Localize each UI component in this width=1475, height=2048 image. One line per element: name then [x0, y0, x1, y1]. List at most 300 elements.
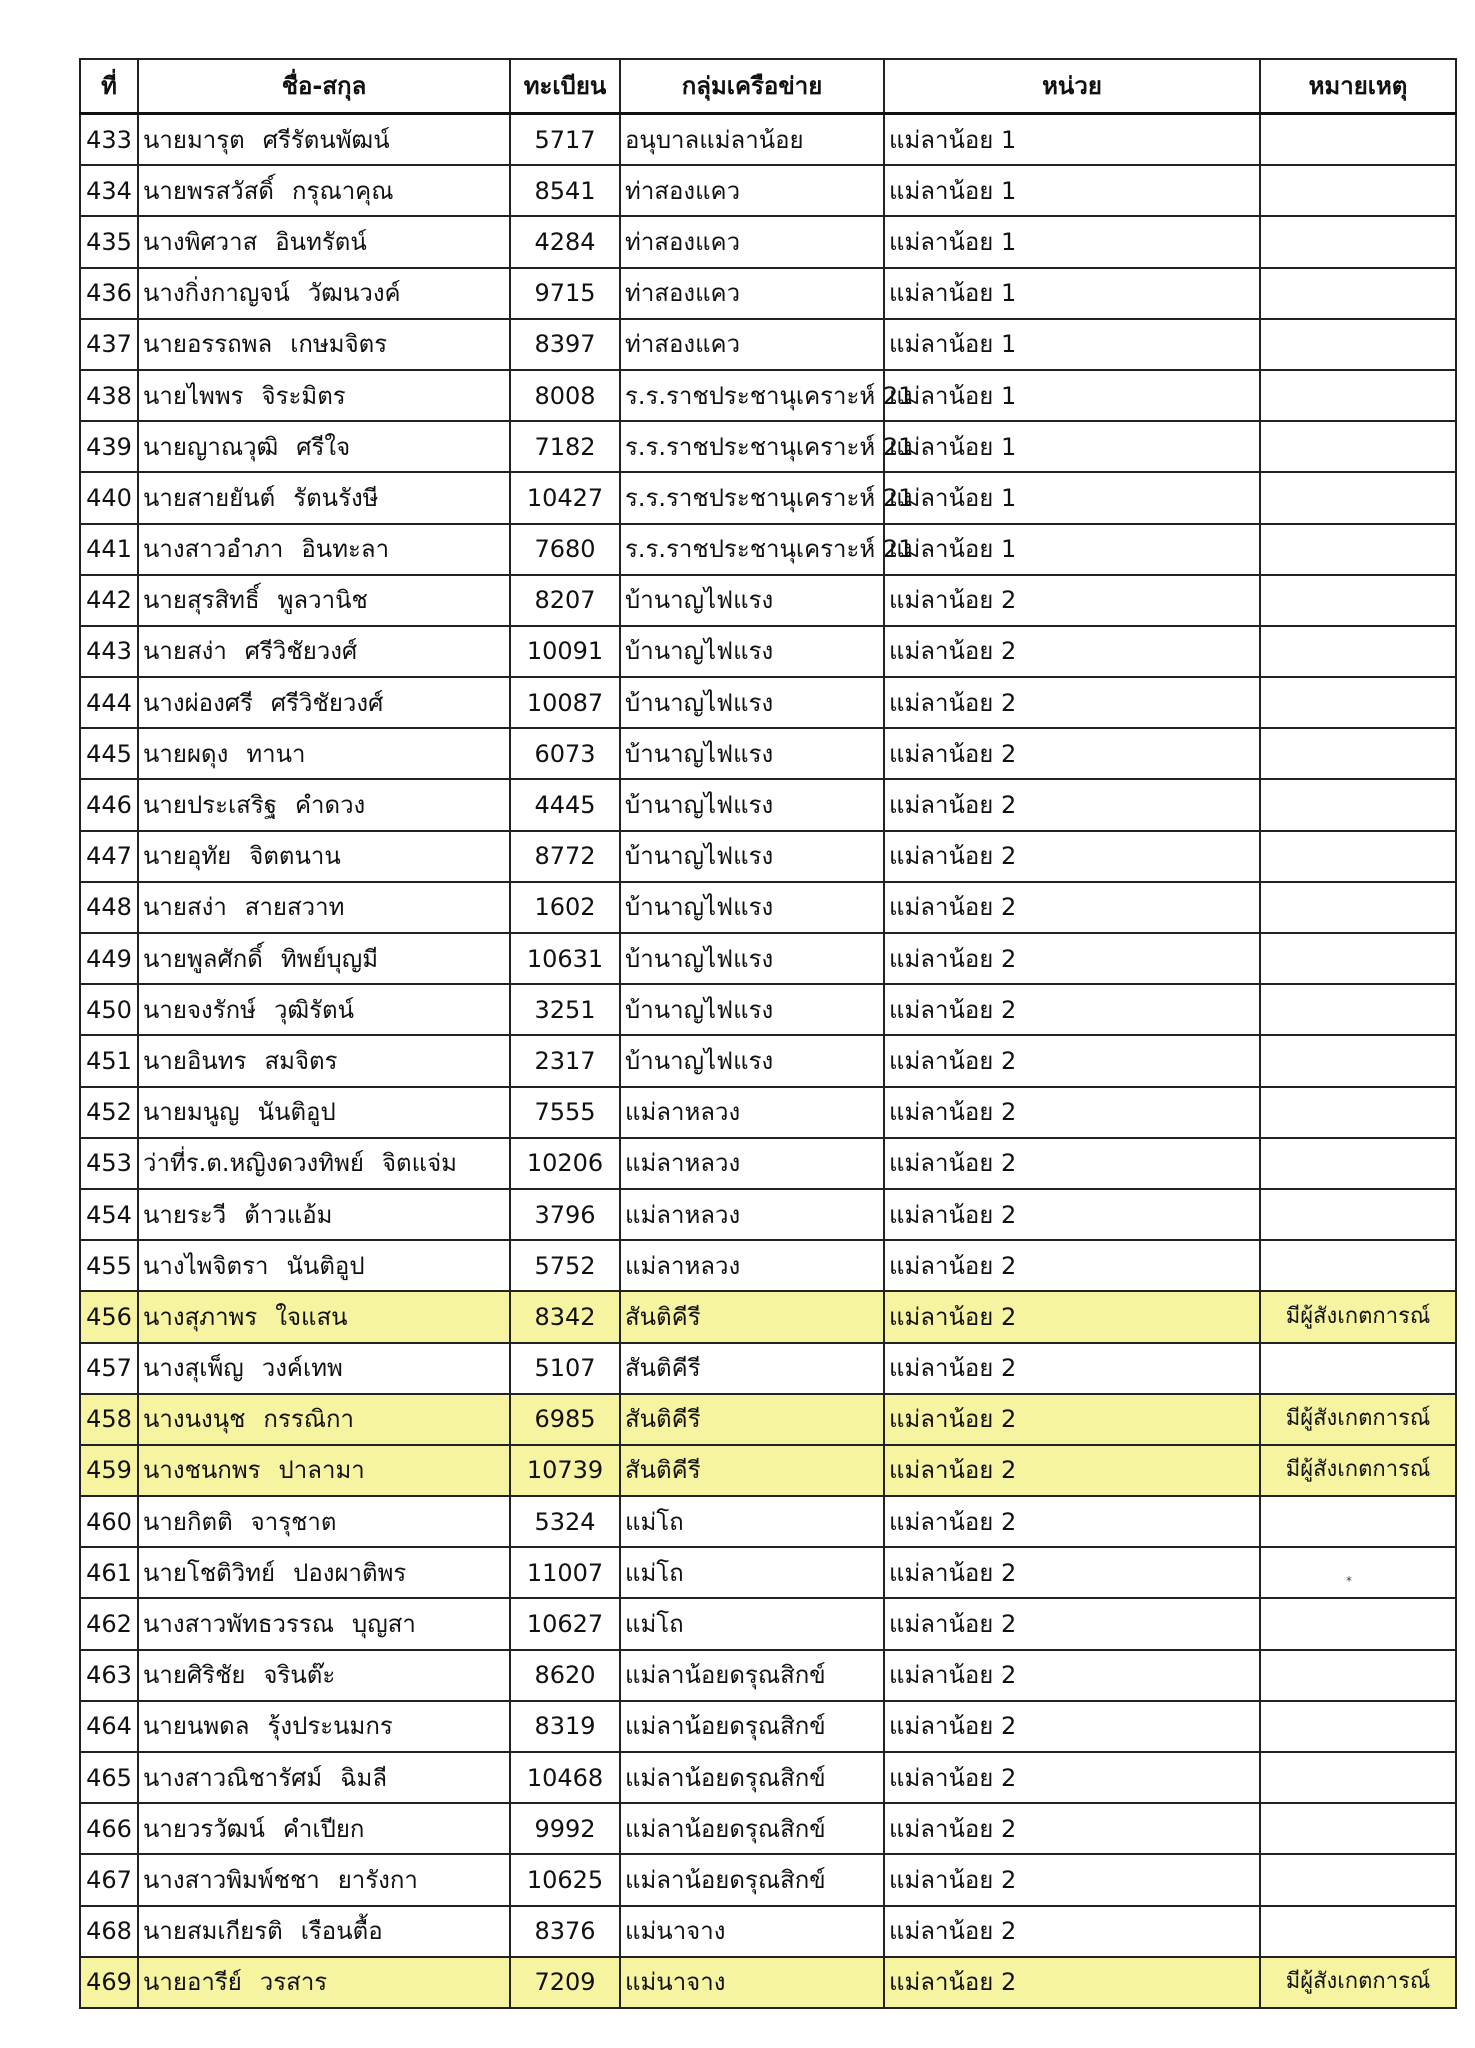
registration-number: 8376	[510, 1906, 620, 1957]
network-group: ร.ร.ราชประชานุเคราะห์ 21	[620, 524, 884, 575]
last-name: ปองผาติพร	[293, 1558, 407, 1587]
unit: แม่ลาน้อย 2	[884, 1854, 1260, 1905]
header-row	[80, 59, 1456, 114]
unit: แม่ลาน้อย 2	[884, 677, 1260, 728]
first-name: นายสุรสิทธิ์	[143, 586, 260, 615]
registration-number: 10206	[510, 1138, 620, 1189]
registration-number: 8319	[510, 1701, 620, 1752]
table-row	[80, 421, 1456, 472]
first-name: นางผ่องศรี	[143, 688, 253, 717]
registration-number: 7680	[510, 524, 620, 575]
first-name: นายจงรักษ์	[143, 995, 256, 1024]
registration-number: 6985	[510, 1394, 620, 1445]
table-row	[80, 370, 1456, 421]
table-row	[80, 1547, 1456, 1598]
unit: แม่ลาน้อย 2	[884, 1087, 1260, 1138]
full-name	[138, 1752, 510, 1803]
unit: แม่ลาน้อย 1	[884, 268, 1260, 319]
full-name	[138, 1854, 510, 1905]
last-name: วัฒนวงค์	[307, 279, 401, 308]
remark	[1260, 1087, 1456, 1138]
header-name: ชื่อ-สกุล	[138, 59, 510, 114]
registration-number: 2317	[510, 1035, 620, 1086]
registration-number: 10468	[510, 1752, 620, 1803]
last-name: ต้าวแอ้ม	[244, 1200, 333, 1229]
last-name: เรือนตื้อ	[300, 1917, 383, 1946]
network-group: สันติคีรี	[620, 1445, 884, 1496]
first-name: นางสุเพ็ญ	[143, 1354, 244, 1383]
first-name: นายพรสวัสดิ์	[143, 176, 275, 205]
row-number: 438	[80, 370, 138, 421]
table-row	[80, 1291, 1456, 1342]
full-name	[138, 1445, 510, 1496]
network-group: บ้านาญไฟแรง	[620, 677, 884, 728]
row-number: 456	[80, 1291, 138, 1342]
unit: แม่ลาน้อย 2	[884, 1138, 1260, 1189]
unit: แม่ลาน้อย 1	[884, 421, 1260, 472]
remark	[1260, 1803, 1456, 1854]
last-name: นันติอูป	[257, 1098, 336, 1127]
full-name	[138, 1650, 510, 1701]
row-number: 441	[80, 524, 138, 575]
registration-number: 10427	[510, 472, 620, 523]
remark	[1260, 1547, 1456, 1598]
full-name	[138, 216, 510, 267]
registration-number: 11007	[510, 1547, 620, 1598]
full-name	[138, 933, 510, 984]
table-row	[80, 216, 1456, 267]
header-unit: หน่วย	[884, 59, 1260, 114]
row-number: 461	[80, 1547, 138, 1598]
row-number: 435	[80, 216, 138, 267]
registration-number: 9992	[510, 1803, 620, 1854]
first-name: นางชนกพร	[143, 1456, 261, 1485]
unit: แม่ลาน้อย 2	[884, 1291, 1260, 1342]
unit: แม่ลาน้อย 1	[884, 319, 1260, 370]
row-number: 437	[80, 319, 138, 370]
registration-number: 4284	[510, 216, 620, 267]
unit: แม่ลาน้อย 2	[884, 882, 1260, 933]
unit: แม่ลาน้อย 2	[884, 626, 1260, 677]
first-name: นายนพดล	[143, 1712, 250, 1741]
row-number: 445	[80, 728, 138, 779]
unit: แม่ลาน้อย 2	[884, 1189, 1260, 1240]
table-row	[80, 268, 1456, 319]
row-number: 450	[80, 984, 138, 1035]
unit: แม่ลาน้อย 2	[884, 779, 1260, 830]
remark	[1260, 1701, 1456, 1752]
last-name: คำดวง	[294, 791, 366, 820]
roster-sheet	[79, 58, 1431, 2009]
full-name	[138, 114, 510, 166]
first-name: นายอรรถพล	[143, 330, 273, 359]
full-name	[138, 1701, 510, 1752]
table-row	[80, 114, 1456, 166]
last-name: ศรีวิชัยวงศ์	[270, 688, 384, 717]
first-name: นางสาวณิชารัศม์	[143, 1763, 323, 1792]
header-note: หมายเหตุ	[1260, 59, 1456, 114]
full-name	[138, 1087, 510, 1138]
registration-number: 4445	[510, 779, 620, 830]
row-number: 451	[80, 1035, 138, 1086]
table-header	[80, 59, 1456, 114]
row-number: 452	[80, 1087, 138, 1138]
network-group: แม่โถ	[620, 1547, 884, 1598]
remark	[1260, 1343, 1456, 1394]
unit: แม่ลาน้อย 2	[884, 1547, 1260, 1598]
network-group: สันติคีรี	[620, 1394, 884, 1445]
last-name: บุญสา	[352, 1610, 416, 1639]
network-group: ท่าสองแคว	[620, 165, 884, 216]
network-group: ร.ร.ราชประชานุเคราะห์ 21	[620, 370, 884, 421]
table-row	[80, 1240, 1456, 1291]
last-name: นันติอูป	[286, 1251, 365, 1280]
row-number: 448	[80, 882, 138, 933]
first-name: นายพูลศักดิ์	[143, 944, 263, 973]
row-number: 467	[80, 1854, 138, 1905]
registration-number: 3251	[510, 984, 620, 1035]
row-number: 458	[80, 1394, 138, 1445]
network-group: บ้านาญไฟแรง	[620, 882, 884, 933]
registration-number: 10739	[510, 1445, 620, 1496]
network-group: สันติคีรี	[620, 1343, 884, 1394]
remark	[1260, 114, 1456, 166]
registration-number: 3796	[510, 1189, 620, 1240]
remark	[1260, 728, 1456, 779]
row-number: 444	[80, 677, 138, 728]
unit: แม่ลาน้อย 2	[884, 1394, 1260, 1445]
unit: แม่ลาน้อย 1	[884, 472, 1260, 523]
unit: แม่ลาน้อย 2	[884, 1445, 1260, 1496]
first-name: นายมารุต	[143, 125, 245, 154]
full-name	[138, 1906, 510, 1957]
first-name: นางสุภาพร	[143, 1302, 258, 1331]
remark	[1260, 524, 1456, 575]
last-name: วงค์เทพ	[261, 1354, 343, 1383]
remark	[1260, 882, 1456, 933]
first-name: นายกิตติ	[143, 1507, 233, 1536]
registration-number: 8207	[510, 575, 620, 626]
registration-number: 10091	[510, 626, 620, 677]
table-row	[80, 1701, 1456, 1752]
network-group: บ้านาญไฟแรง	[620, 1035, 884, 1086]
full-name	[138, 165, 510, 216]
registration-number: 10631	[510, 933, 620, 984]
full-name	[138, 1598, 510, 1649]
row-number: 459	[80, 1445, 138, 1496]
roster-table	[79, 58, 1457, 2009]
row-number: 436	[80, 268, 138, 319]
first-name: นางนงนุช	[143, 1405, 246, 1434]
registration-number: 8397	[510, 319, 620, 370]
row-number: 439	[80, 421, 138, 472]
last-name: จิตแจ่ม	[381, 1149, 457, 1178]
row-number: 443	[80, 626, 138, 677]
remark	[1260, 677, 1456, 728]
network-group: แม่ลาหลวง	[620, 1138, 884, 1189]
remark	[1260, 626, 1456, 677]
table-row	[80, 626, 1456, 677]
network-group: บ้านาญไฟแรง	[620, 575, 884, 626]
registration-number: 8772	[510, 831, 620, 882]
last-name: สายสวาท	[244, 893, 345, 922]
row-number: 468	[80, 1906, 138, 1957]
full-name	[138, 984, 510, 1035]
registration-number: 7209	[510, 1957, 620, 2008]
unit: แม่ลาน้อย 2	[884, 1650, 1260, 1701]
row-number: 446	[80, 779, 138, 830]
full-name	[138, 268, 510, 319]
table-row	[80, 1854, 1456, 1905]
last-name: ฉิมลี	[340, 1763, 388, 1792]
last-name: ปาลามา	[278, 1456, 365, 1485]
last-name: กรรณิกา	[263, 1405, 355, 1434]
full-name	[138, 1547, 510, 1598]
last-name: อินทะลา	[301, 535, 390, 564]
remark	[1260, 370, 1456, 421]
table-row	[80, 933, 1456, 984]
first-name: นายผดุง	[143, 739, 229, 768]
network-group: บ้านาญไฟแรง	[620, 933, 884, 984]
network-group: ร.ร.ราชประชานุเคราะห์ 21	[620, 472, 884, 523]
row-number: 434	[80, 165, 138, 216]
remark: มีผู้สังเกตการณ์	[1260, 1445, 1456, 1496]
last-name: จารุชาต	[250, 1507, 337, 1536]
full-name	[138, 524, 510, 575]
full-name	[138, 1189, 510, 1240]
full-name	[138, 1803, 510, 1854]
first-name: นางกิ่งกาญจน์	[143, 279, 290, 308]
remark	[1260, 933, 1456, 984]
unit: แม่ลาน้อย 1	[884, 165, 1260, 216]
table-row	[80, 1957, 1456, 2008]
network-group: ท่าสองแคว	[620, 216, 884, 267]
first-name: นายอินทร	[143, 1046, 247, 1075]
unit: แม่ลาน้อย 2	[884, 1240, 1260, 1291]
full-name	[138, 1035, 510, 1086]
last-name: จิตตนาน	[249, 842, 341, 871]
network-group: ท่าสองแคว	[620, 268, 884, 319]
remark	[1260, 1752, 1456, 1803]
first-name: นางสาวพิมพ์ชชา	[143, 1865, 320, 1894]
registration-number: 10625	[510, 1854, 620, 1905]
unit: แม่ลาน้อย 2	[884, 575, 1260, 626]
registration-number: 6073	[510, 728, 620, 779]
header-no: ที่	[80, 59, 138, 114]
first-name: นางสาวอำภา	[143, 535, 284, 564]
row-number: 455	[80, 1240, 138, 1291]
first-name: นายสมเกียรติ	[143, 1917, 283, 1946]
last-name: จิระมิตร	[261, 381, 346, 410]
registration-number: 5107	[510, 1343, 620, 1394]
last-name: ศรีวิชัยวงศ์	[244, 637, 358, 666]
first-name: นางไพจิตรา	[143, 1251, 269, 1280]
remark	[1260, 831, 1456, 882]
table-row	[80, 882, 1456, 933]
unit: แม่ลาน้อย 2	[884, 1752, 1260, 1803]
row-number: 457	[80, 1343, 138, 1394]
full-name	[138, 882, 510, 933]
last-name: รัตนรังษี	[293, 483, 379, 512]
last-name: ทานา	[246, 739, 306, 768]
row-number: 469	[80, 1957, 138, 2008]
row-number: 464	[80, 1701, 138, 1752]
row-number: 460	[80, 1496, 138, 1547]
registration-number: 7182	[510, 421, 620, 472]
first-name: นายอารีย์	[143, 1968, 242, 1997]
remark: มีผู้สังเกตการณ์	[1260, 1957, 1456, 2008]
network-group: สันติคีรี	[620, 1291, 884, 1342]
row-number: 453	[80, 1138, 138, 1189]
remark	[1260, 1854, 1456, 1905]
last-name: ใจแสน	[275, 1302, 348, 1331]
remark	[1260, 1189, 1456, 1240]
full-name	[138, 1291, 510, 1342]
network-group: บ้านาญไฟแรง	[620, 831, 884, 882]
last-name: ศรีใจ	[296, 432, 351, 461]
unit: แม่ลาน้อย 2	[884, 1803, 1260, 1854]
table-row	[80, 1343, 1456, 1394]
table-row	[80, 1189, 1456, 1240]
network-group: แม่นาจาง	[620, 1906, 884, 1957]
full-name	[138, 1496, 510, 1547]
unit: แม่ลาน้อย 2	[884, 831, 1260, 882]
table-row	[80, 472, 1456, 523]
table-row	[80, 1496, 1456, 1547]
last-name: พูลวานิช	[277, 586, 368, 615]
registration-number: 7555	[510, 1087, 620, 1138]
last-name: สมจิตร	[264, 1046, 338, 1075]
network-group: แม่ลาน้อยดรุณสิกข์	[620, 1803, 884, 1854]
network-group: ท่าสองแคว	[620, 319, 884, 370]
first-name: นายไพพร	[143, 381, 244, 410]
remark	[1260, 575, 1456, 626]
network-group: แม่ลาน้อยดรุณสิกข์	[620, 1854, 884, 1905]
remark	[1260, 165, 1456, 216]
remark	[1260, 421, 1456, 472]
registration-number: 10627	[510, 1598, 620, 1649]
network-group: แม่ลาหลวง	[620, 1189, 884, 1240]
registration-number: 5717	[510, 114, 620, 166]
stray-asterisk: *	[1346, 1574, 1352, 1588]
last-name: ศรีรัตนพัฒน์	[262, 125, 390, 154]
unit: แม่ลาน้อย 2	[884, 1598, 1260, 1649]
network-group: ร.ร.ราชประชานุเคราะห์ 21	[620, 421, 884, 472]
remark	[1260, 1650, 1456, 1701]
table-row	[80, 1138, 1456, 1189]
full-name	[138, 1343, 510, 1394]
table-row	[80, 1650, 1456, 1701]
full-name	[138, 677, 510, 728]
first-name: นางพิศวาส	[143, 227, 258, 256]
remark	[1260, 1138, 1456, 1189]
unit: แม่ลาน้อย 2	[884, 1496, 1260, 1547]
table-body	[80, 114, 1456, 2008]
remark: มีผู้สังเกตการณ์	[1260, 1394, 1456, 1445]
remark	[1260, 472, 1456, 523]
last-name: ยารังกา	[337, 1865, 418, 1894]
network-group: บ้านาญไฟแรง	[620, 984, 884, 1035]
remark	[1260, 216, 1456, 267]
first-name: นายสายยันต์	[143, 483, 276, 512]
first-name: นายระวี	[143, 1200, 227, 1229]
network-group: แม่ลาหลวง	[620, 1240, 884, 1291]
registration-number: 1602	[510, 882, 620, 933]
registration-number: 5752	[510, 1240, 620, 1291]
table-row	[80, 524, 1456, 575]
table-row	[80, 1752, 1456, 1803]
unit: แม่ลาน้อย 1	[884, 216, 1260, 267]
table-row	[80, 728, 1456, 779]
full-name	[138, 1394, 510, 1445]
table-row	[80, 677, 1456, 728]
full-name	[138, 831, 510, 882]
last-name: เกษมจิตร	[290, 330, 388, 359]
remark: มีผู้สังเกตการณ์	[1260, 1291, 1456, 1342]
table-row	[80, 831, 1456, 882]
unit: แม่ลาน้อย 2	[884, 1701, 1260, 1752]
unit: แม่ลาน้อย 1	[884, 370, 1260, 421]
registration-number: 8342	[510, 1291, 620, 1342]
first-name: นายโชติวิทย์	[143, 1558, 276, 1587]
remark	[1260, 984, 1456, 1035]
network-group: บ้านาญไฟแรง	[620, 779, 884, 830]
last-name: รุ้งประนมกร	[267, 1712, 393, 1741]
unit: แม่ลาน้อย 1	[884, 524, 1260, 575]
row-number: 466	[80, 1803, 138, 1854]
remark	[1260, 1496, 1456, 1547]
first-name: นายสง่า	[143, 637, 227, 666]
full-name	[138, 319, 510, 370]
unit: แม่ลาน้อย 2	[884, 1906, 1260, 1957]
row-number: 454	[80, 1189, 138, 1240]
network-group: บ้านาญไฟแรง	[620, 728, 884, 779]
remark	[1260, 1035, 1456, 1086]
table-row	[80, 1598, 1456, 1649]
table-row	[80, 165, 1456, 216]
full-name	[138, 779, 510, 830]
registration-number: 5324	[510, 1496, 620, 1547]
unit: แม่ลาน้อย 2	[884, 933, 1260, 984]
full-name	[138, 1957, 510, 2008]
remark	[1260, 1598, 1456, 1649]
row-number: 442	[80, 575, 138, 626]
table-row	[80, 1087, 1456, 1138]
row-number: 449	[80, 933, 138, 984]
registration-number: 8008	[510, 370, 620, 421]
registration-number: 10087	[510, 677, 620, 728]
table-row	[80, 779, 1456, 830]
header-network: กลุ่มเครือข่าย	[620, 59, 884, 114]
row-number: 462	[80, 1598, 138, 1649]
first-name: นายประเสริฐ	[143, 791, 277, 820]
first-name: นายมนูญ	[143, 1098, 240, 1127]
header-registration: ทะเบียน	[510, 59, 620, 114]
last-name: วุฒิรัตน์	[273, 995, 355, 1024]
last-name: อินทรัตน์	[275, 227, 367, 256]
full-name	[138, 370, 510, 421]
remark	[1260, 268, 1456, 319]
unit: แม่ลาน้อย 2	[884, 1035, 1260, 1086]
row-number: 463	[80, 1650, 138, 1701]
unit: แม่ลาน้อย 2	[884, 1957, 1260, 2008]
remark	[1260, 319, 1456, 370]
network-group: อนุบาลแม่ลาน้อย	[620, 114, 884, 166]
last-name: คำเปียก	[282, 1814, 365, 1843]
row-number: 447	[80, 831, 138, 882]
registration-number: 9715	[510, 268, 620, 319]
last-name: วรสาร	[259, 1968, 328, 1997]
